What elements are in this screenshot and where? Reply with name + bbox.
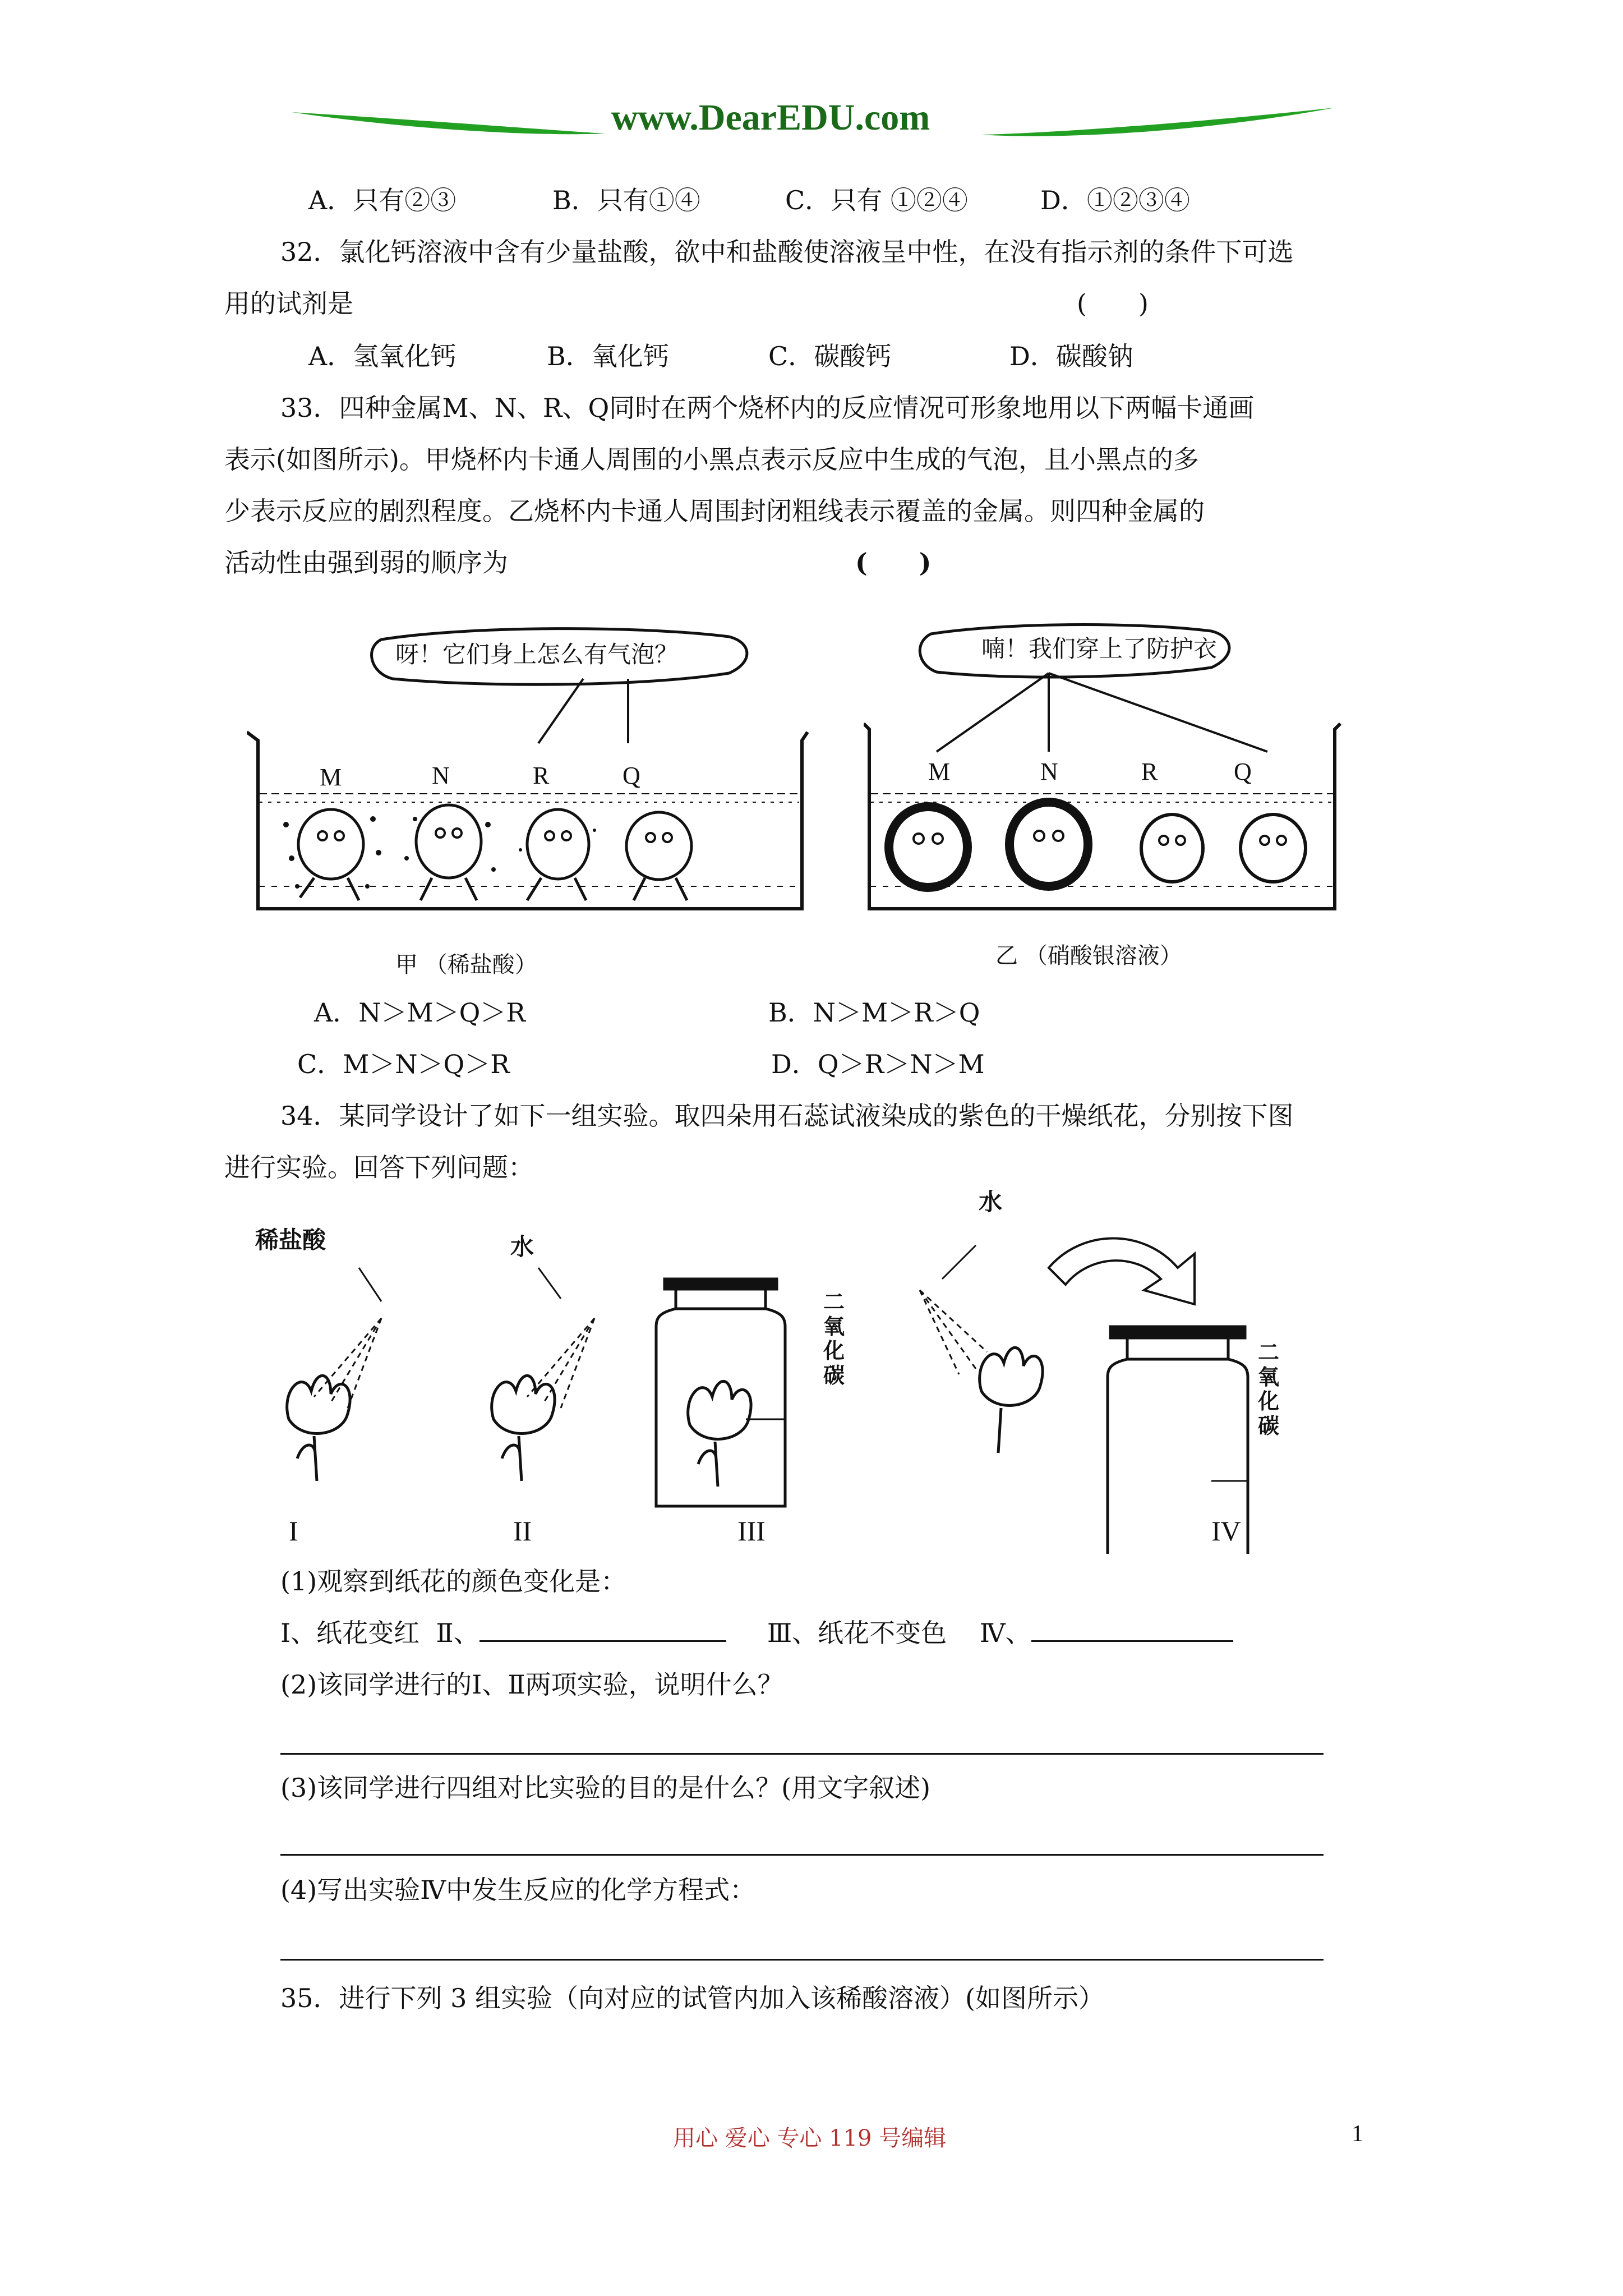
metal-label-r-right: R xyxy=(1141,758,1158,785)
label-co2-3: 二氧化碳 xyxy=(823,1290,845,1388)
answer-iv-blank[interactable] xyxy=(1031,1618,1233,1642)
answer-i: Ⅰ、纸花变红 xyxy=(280,1618,420,1648)
answer-iii: Ⅲ、纸花不变色 xyxy=(767,1618,947,1648)
experiment-label-2: II xyxy=(513,1515,532,1547)
move-arrow-icon xyxy=(1049,1239,1195,1305)
q32-option-c: C．碳酸钙 xyxy=(768,341,892,371)
metal-label-q-left: Q xyxy=(623,762,640,789)
paper-flower-2 xyxy=(492,1375,555,1481)
q32-option-b: B．氧化钙 xyxy=(547,341,669,371)
q33-option-d: D．Q＞R＞N＞M xyxy=(771,1049,985,1079)
q31-option-a: A．只有②③ xyxy=(308,185,457,215)
q31-option-c: C．只有 ①②④ xyxy=(785,185,968,215)
label-water-2: 水 xyxy=(510,1233,534,1260)
q32-option-a: A．氢氧化钙 xyxy=(308,341,457,371)
q31-option-b: B．只有①④ xyxy=(552,185,700,215)
q33-line3: 少表示反应的剧烈程度。乙烧杯内卡通人周围封闭粗线表示覆盖的金属。则四种金属的 xyxy=(224,496,1205,526)
site-url[interactable]: www.DearEDU.com xyxy=(611,97,930,138)
q34-sub3-answer-line[interactable] xyxy=(280,1854,1324,1856)
q32-option-d: D．碳酸钠 xyxy=(1009,341,1133,371)
cartoon-figures-right xyxy=(889,802,1306,887)
caption-right: 乙 （硝酸银溶液） xyxy=(995,943,1182,969)
label-co2-4: 二氧化碳 xyxy=(1257,1340,1279,1439)
speech-text-left: 呀！它们身上怎么有气泡？ xyxy=(395,641,679,668)
q34-sub1: (1)观察到纸花的颜色变化是： xyxy=(280,1566,627,1596)
q34-line1: 34．某同学设计了如下一组实验。取四朵用石蕊试液染成的紫色的干燥纸花，分别按下图 xyxy=(280,1101,1294,1131)
q34-sub2-answer-line[interactable] xyxy=(280,1753,1324,1755)
answer-ii-label: Ⅱ、 xyxy=(436,1618,479,1648)
q33-option-c: C．M＞N＞Q＞R xyxy=(297,1049,510,1079)
q34-line2: 进行实验。回答下列问题： xyxy=(224,1152,534,1182)
paper-flower-experiments xyxy=(247,1206,1312,1554)
q33-option-b: B．N＞M＞R＞Q xyxy=(768,997,980,1028)
metal-label-r-left: R xyxy=(533,762,550,789)
q32-answer-paren[interactable]: ( ) xyxy=(1077,288,1149,319)
answer-iv-label: Ⅳ、 xyxy=(979,1618,1031,1648)
caption-left: 甲 （稀盐酸） xyxy=(395,952,537,978)
q33-line4: 活动性由强到弱的顺序为 xyxy=(224,547,508,578)
q34-sub1-answers xyxy=(280,1618,1233,1649)
q32-line1: 32．氯化钙溶液中含有少量盐酸，欲中和盐酸使溶液呈中性，在没有指示剂的条件下可选 xyxy=(280,237,1294,267)
speech-text-right: 喃！我们穿上了防护衣 xyxy=(981,635,1218,662)
q34-sub4: (4)写出实验Ⅳ中发生反应的化学方程式： xyxy=(280,1875,756,1905)
metal-label-q-right: Q xyxy=(1234,758,1252,785)
q35-line1: 35．进行下列 3 组实验（向对应的试管内加入该稀酸溶液）(如图所示） xyxy=(280,1983,1104,2013)
q33-option-a: A．N＞M＞Q＞R xyxy=(314,997,525,1028)
q33-line2: 表示(如图所示)。甲烧杯内卡通人周围的小黑点表示反应中生成的气泡，且小黑点的多 xyxy=(224,444,1199,475)
paper-flower-4 xyxy=(980,1347,1043,1453)
q33-line1: 33．四种金属M、N、R、Q同时在两个烧杯内的反应情况可形象地用以下两幅卡通画 xyxy=(280,393,1255,423)
q34-sub4-answer-line[interactable] xyxy=(280,1959,1324,1961)
spray-lines-4 xyxy=(920,1245,987,1374)
paper-flower-1 xyxy=(287,1375,350,1481)
answer-ii-blank[interactable] xyxy=(479,1618,726,1642)
metal-label-m-left: M xyxy=(320,763,342,791)
footer-text: 用心 爱心 专心 119 号编辑 xyxy=(673,2125,947,2151)
metal-label-m-right: M xyxy=(928,758,951,785)
metal-label-n-left: N xyxy=(432,762,450,789)
label-dilute-hcl: 稀盐酸 xyxy=(255,1226,326,1254)
experiment-label-3: III xyxy=(737,1515,766,1547)
q33-answer-paren[interactable]: ( ) xyxy=(855,547,932,578)
q31-option-d: D．①②③④ xyxy=(1040,185,1190,215)
metal-label-n-right: N xyxy=(1040,758,1058,785)
experiment-label-1: I xyxy=(289,1515,298,1547)
experiment-label-4: IV xyxy=(1211,1515,1241,1547)
q32-line2: 用的试剂是 xyxy=(224,288,353,319)
q34-sub2: (2)该同学进行的Ⅰ、Ⅱ两项实验，说明什么？ xyxy=(280,1669,783,1700)
spray-lines-2 xyxy=(527,1268,594,1408)
jar-3 xyxy=(656,1279,785,1506)
label-water-4: 水 xyxy=(979,1188,1003,1216)
q34-sub3: (3)该同学进行四组对比实验的目的是什么？(用文字叙述) xyxy=(280,1773,931,1803)
page-number: 1 xyxy=(1352,2121,1363,2147)
